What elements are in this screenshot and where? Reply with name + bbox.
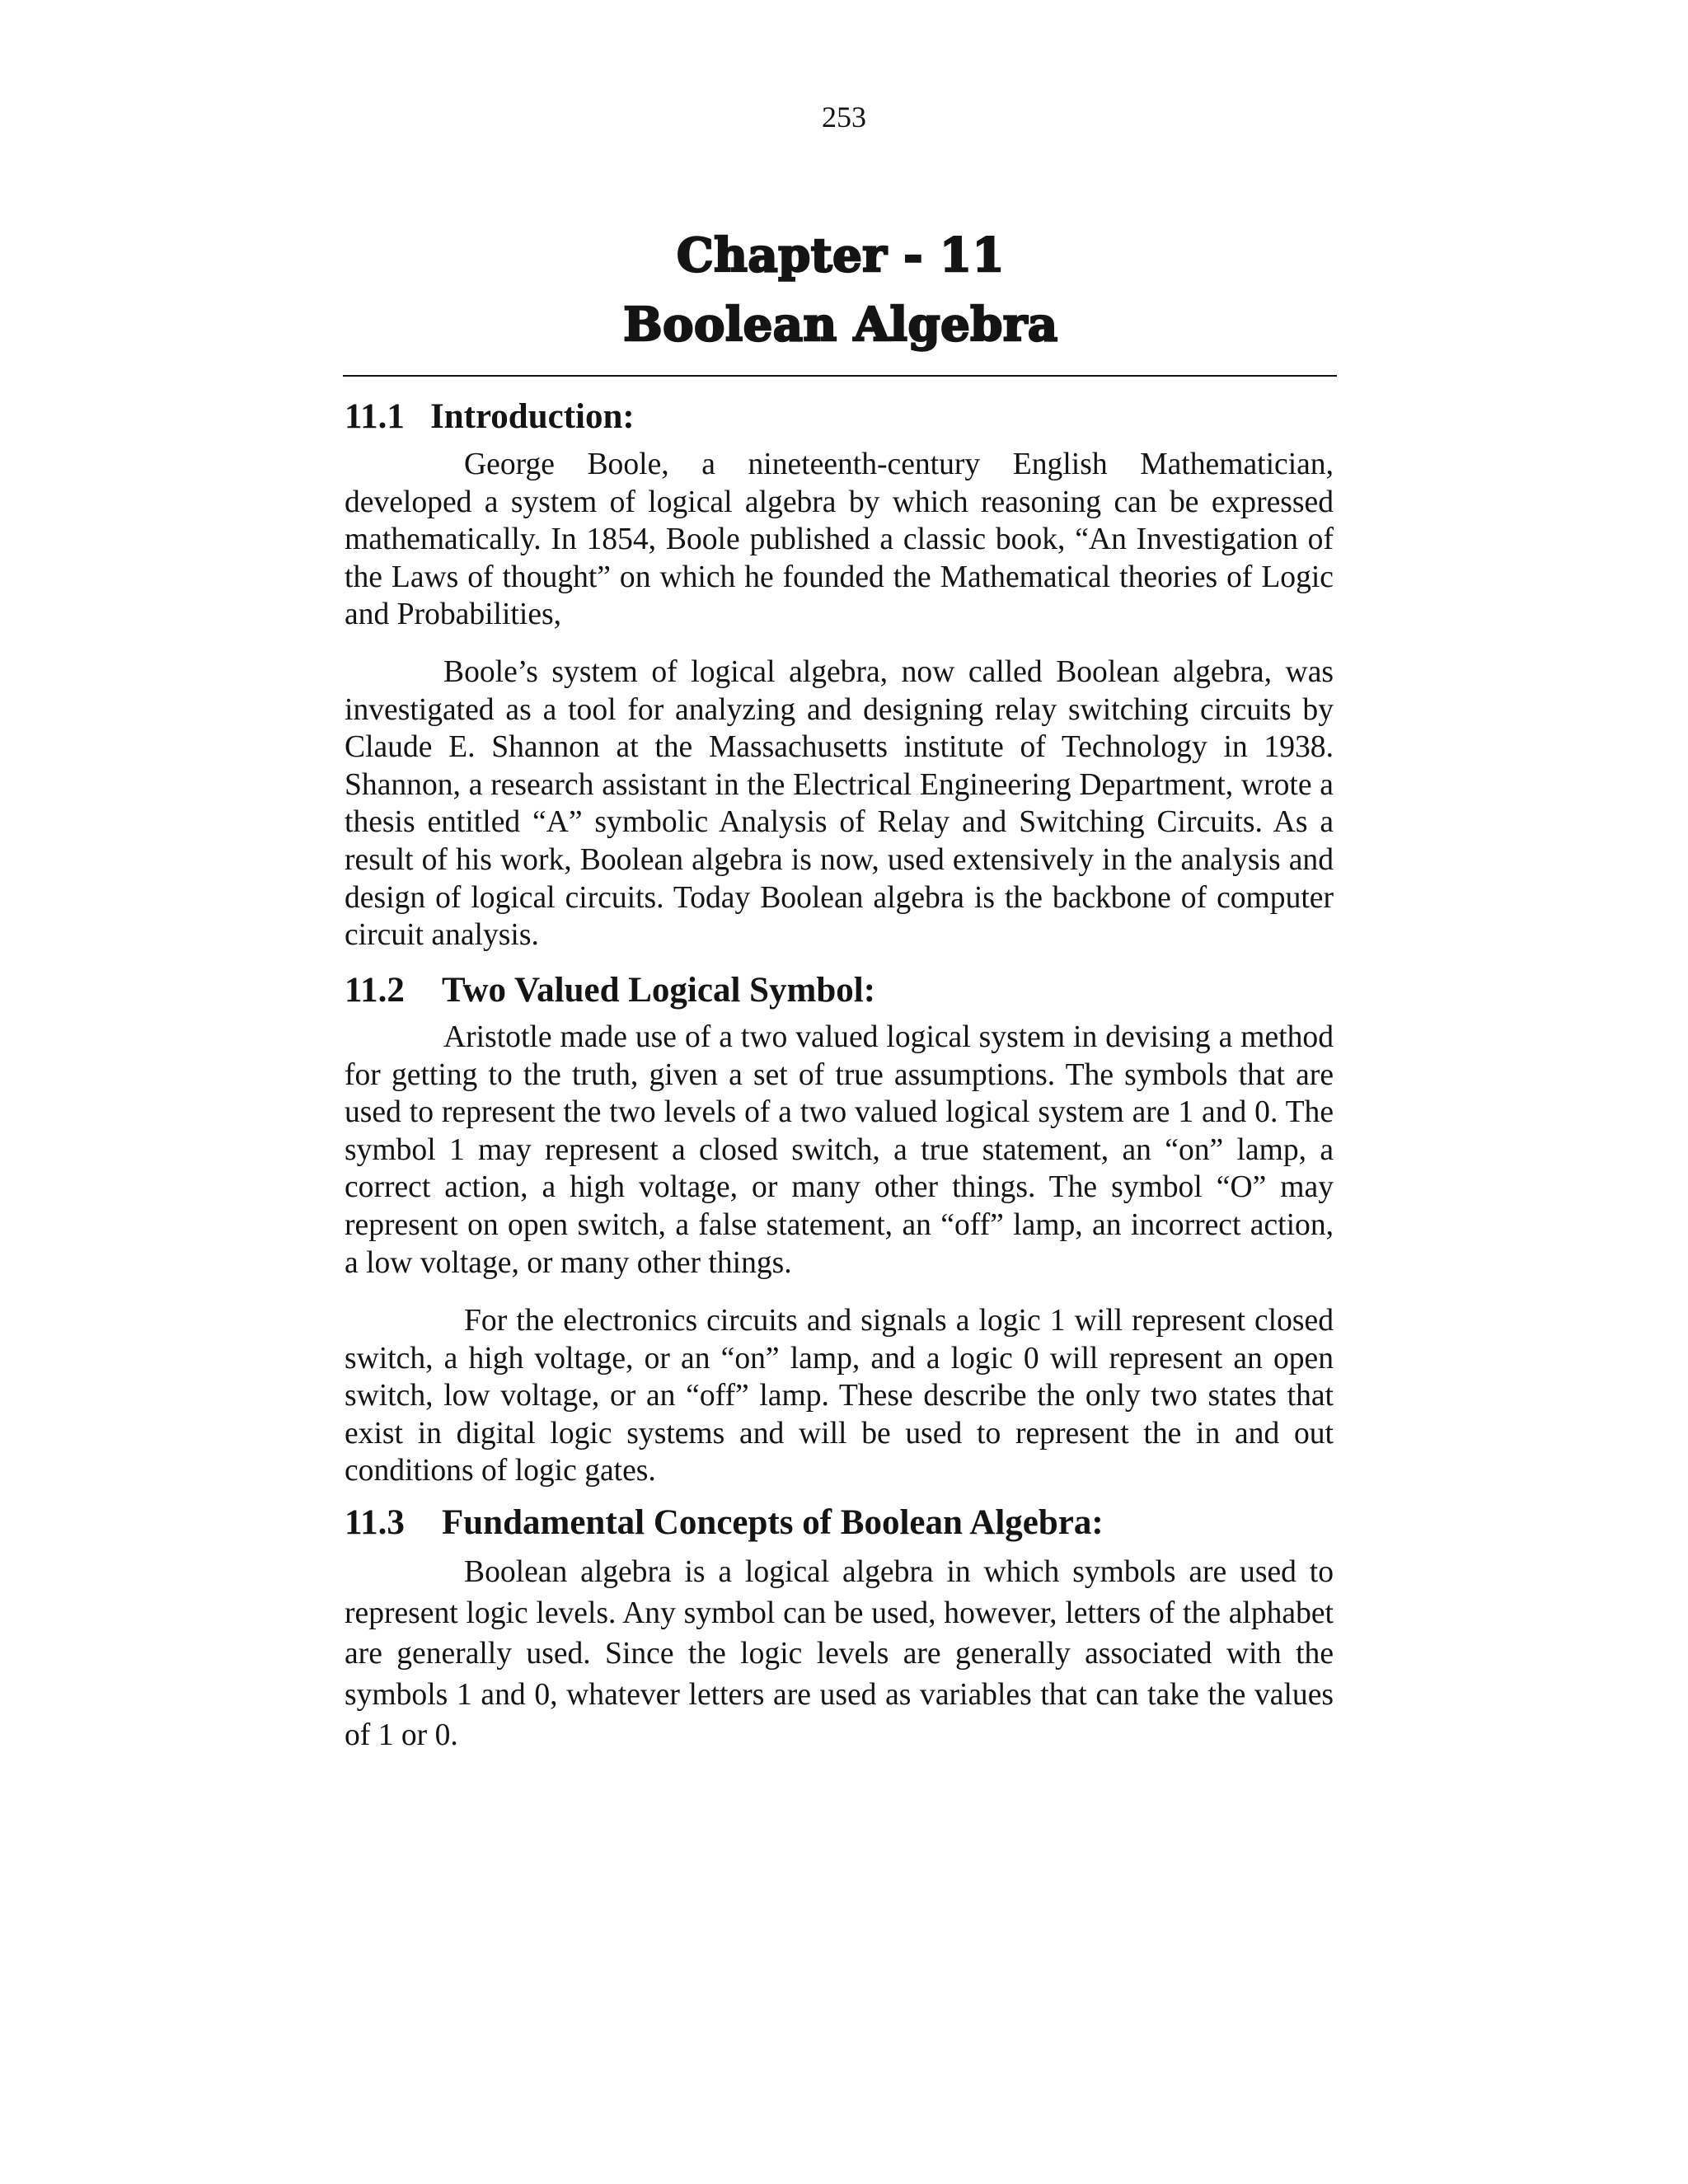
chapter-title: Boolean Algebra: [623, 298, 1058, 352]
two-valued-paragraph-2: For the electronics circuits and signals a logic 1 will represent closed switch, a high voltage, or an “on” lamp, and a logic 0 will represent an open switch, low voltage, or an “off” lamp. These describe the only two states that exist in digital logic systems and will be used to represent the in and out conditions of logic gates.: [345, 1304, 1334, 1488]
section-number: 11.1: [345, 397, 405, 436]
section-heading-11-1: [345, 394, 1334, 440]
section-title: Introduction:: [430, 397, 635, 436]
section-number: 11.2: [345, 971, 405, 1010]
fundamentals-paragraph-1: Boolean algebra is a logical algebra in which symbols are used to represent logic levels. Any symbol can be used, however, letters of the alphabet are generally used. Since the logic levels are generally associated with the symbols 1 and 0, whatever letters are used as variables that can take the values of 1 or 0.: [345, 1555, 1334, 1752]
intro-paragraph-1: George Boole, a nineteenth-century English Mathematician, developed a system of logical algebra by which reasoning can be expressed mathematically. In 1854, Boole published a classic book, “An Investigation of the Laws of thought” on which he founded the Mathematical theories of Logic and Probabilities,: [345, 448, 1334, 632]
intro-paragraph-2: Boole’s system of logical algebra, now called Boolean algebra, was investigated as a tool for analyzing and designing relay switching circuits by Claude E. Shannon at the Massachusetts institute of Technology in 1938. Shannon, a research assistant in the Electrical Engineering Department, wrote a thesis entitled “A” symbolic Analysis of Relay and Switching Circuits. As a result of his work, Boolean algebra is now, used extensively in the analysis and design of logical circuits. Today Boolean algebra is the backbone of computer circuit analysis.: [345, 655, 1334, 953]
section-heading-11-3: [345, 1500, 1334, 1546]
title-divider: [343, 375, 1337, 377]
section-title: Two Valued Logical Symbol:: [442, 971, 876, 1010]
section-heading-11-2: [345, 968, 1334, 1014]
section-title: Fundamental Concepts of Boolean Algebra:: [442, 1503, 1104, 1542]
two-valued-paragraph-1: Aristotle made use of a two valued logical system in devising a method for getting to the truth, given a set of true assumptions. The symbols that are used to represent the two levels of a two valued logical system are 1 and 0. The symbol 1 may represent a closed switch, a true statement, an “on” lamp, a correct action, a high voltage, or many other things. The symbol “O” may represent on open switch, a false statement, an “off” lamp, an incorrect action, a low voltage, or many other things.: [345, 1020, 1334, 1280]
page-number: 253: [822, 101, 866, 134]
chapter-label: Chapter - 11: [677, 228, 1005, 283]
section-number: 11.3: [345, 1503, 405, 1542]
chapter-heading: [346, 221, 1335, 359]
